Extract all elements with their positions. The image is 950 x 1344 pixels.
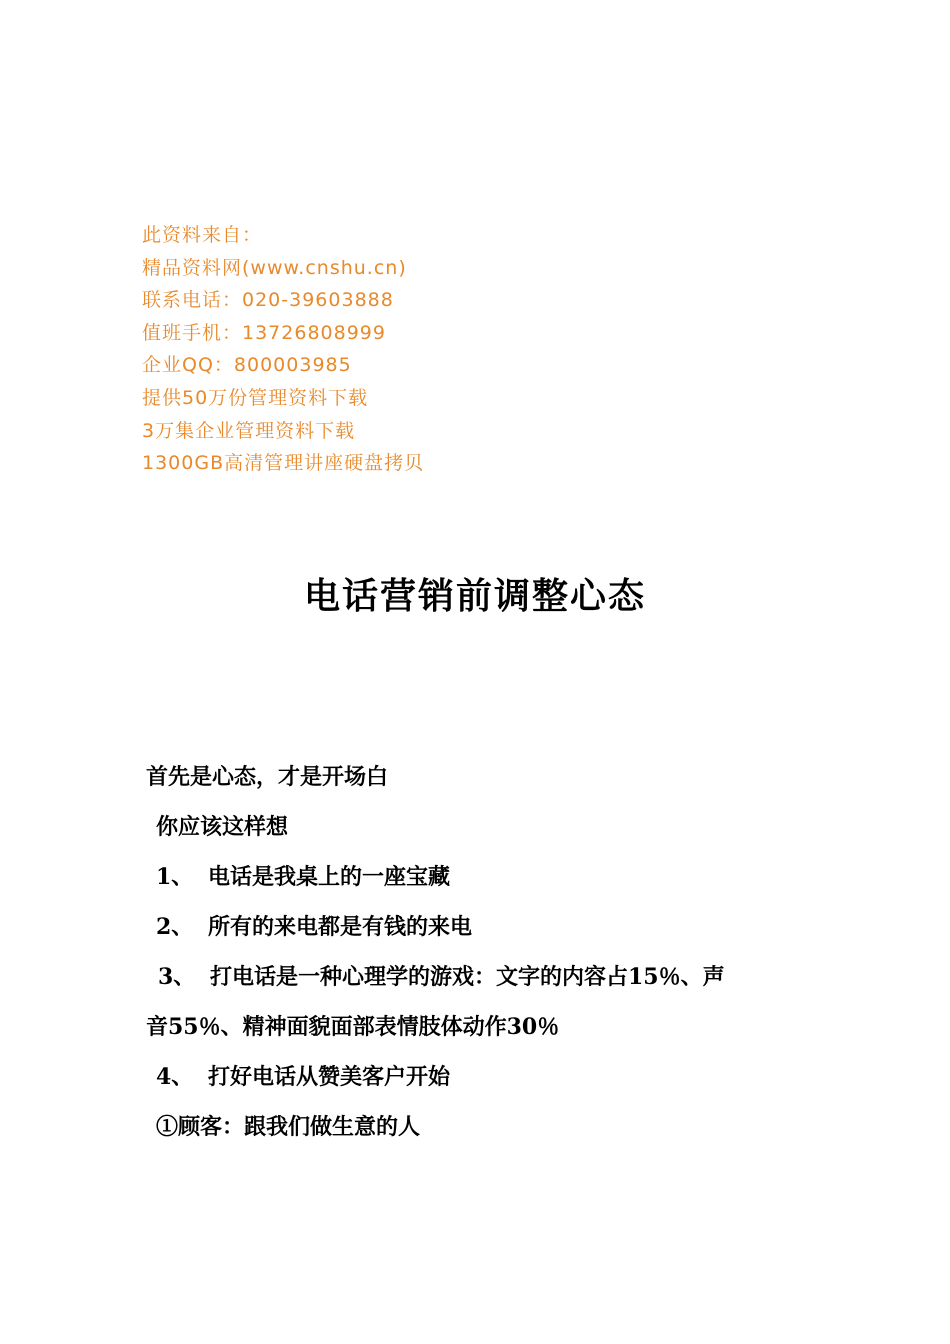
list-item-text: 电话是我桌上的一座宝藏 — [208, 864, 451, 890]
list-item-number: 4、 — [156, 1064, 194, 1090]
list-item-4 — [146, 1052, 826, 1102]
source-offer-1: 提供50万份管理资料下载 — [142, 386, 369, 409]
source-offer-2: 3万集企业管理资料下载 — [142, 419, 356, 442]
list-item-number: 3、 — [158, 964, 196, 990]
source-from-label: 此资料来自： — [142, 224, 263, 246]
document-title: 电话营销前调整心态 — [303, 575, 646, 617]
list-item-text: 打好电话从赞美客户开始 — [208, 1064, 451, 1090]
list-item-number: 2、 — [156, 914, 194, 940]
think-line: 你应该这样想 — [156, 814, 289, 840]
list-item-text: 所有的来电都是有钱的来电 — [208, 914, 473, 940]
source-info-block — [142, 219, 424, 480]
list-item-number: 1、 — [156, 864, 194, 890]
source-mobile: 值班手机：13726808999 — [142, 321, 386, 344]
note-line: ①顾客：跟我们做生意的人 — [156, 1114, 421, 1140]
source-phone: 联系电话：020-39603888 — [142, 289, 394, 312]
document-body — [146, 752, 826, 1152]
list-item-3 — [146, 952, 826, 1002]
intro-line: 首先是心态，才是开场白 — [146, 764, 389, 790]
list-item-text: 音55％、精神面貌面部表情肢体动作30％ — [146, 1014, 560, 1040]
source-website: 精品资料网(www.cnshu.cn) — [142, 256, 407, 279]
source-qq: 企业QQ：800003985 — [142, 354, 352, 377]
list-item-2 — [146, 902, 826, 952]
source-offer-3: 1300GB高清管理讲座硬盘拷贝 — [142, 452, 425, 475]
list-item-text: 打电话是一种心理学的游戏：文字的内容占15％、声 — [210, 964, 725, 990]
list-item-1 — [146, 852, 826, 902]
list-item-3-continued — [146, 1002, 826, 1052]
